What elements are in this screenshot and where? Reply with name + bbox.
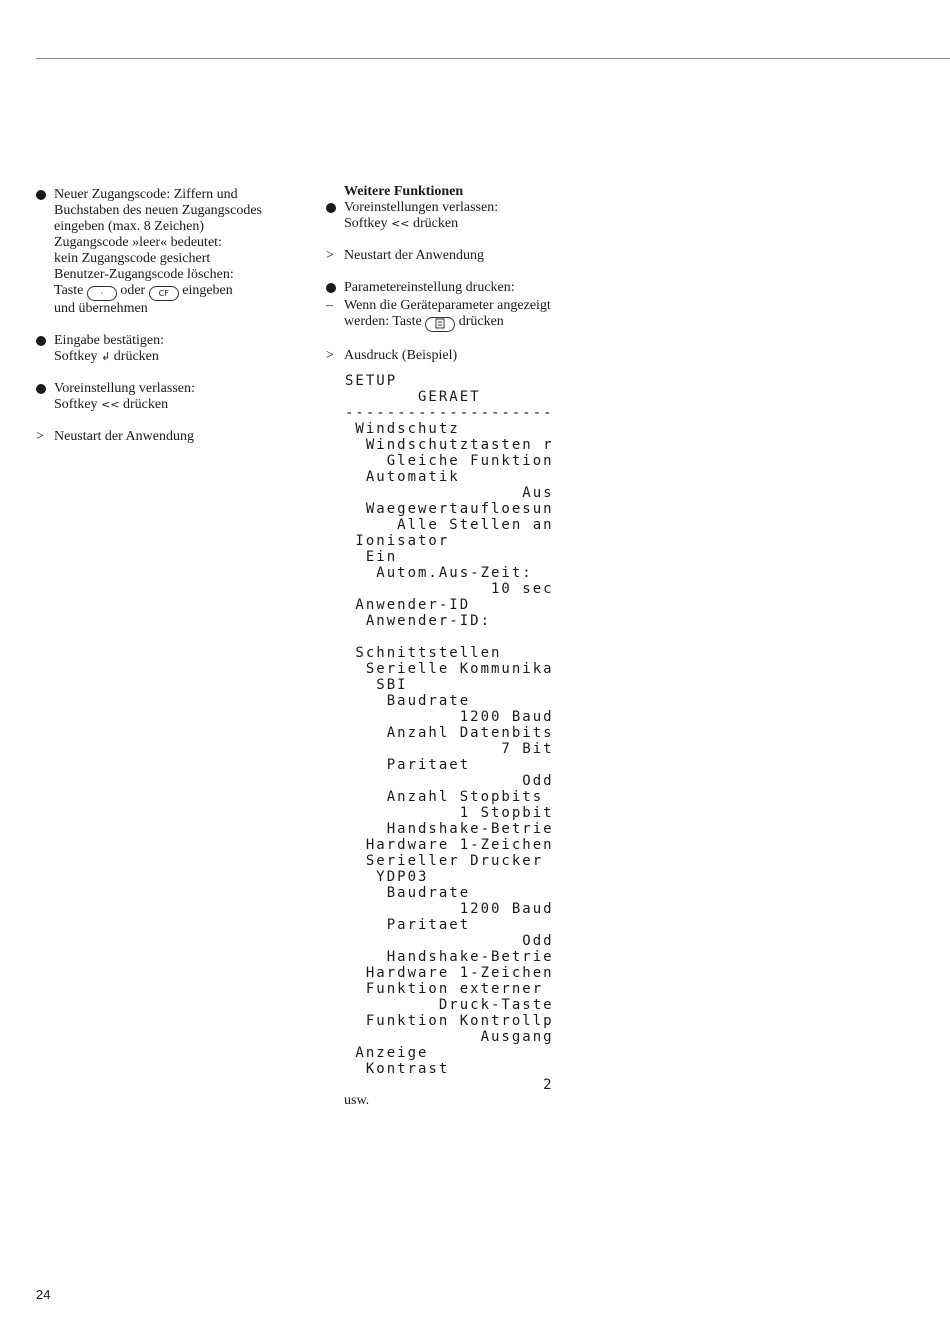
werden-label: werden: Taste [344, 314, 422, 329]
result-marker: > [326, 348, 334, 363]
left-column [36, 187, 296, 445]
eingeben-label: eingeben [182, 283, 233, 298]
result-text: Neustart der Anwendung [344, 248, 484, 263]
text-line: Voreinstellung verlassen: [54, 381, 195, 396]
page-number: 24 [36, 1287, 51, 1302]
druecken-label: drücken [458, 314, 504, 329]
text-line: Voreinstellungen verlassen: [344, 200, 499, 215]
druecken-label: drücken [113, 349, 159, 364]
text-line: Neuer Zugangscode: Ziffern und [54, 187, 238, 202]
bullet-marker [326, 280, 344, 298]
bullet-text [54, 381, 195, 413]
text-line: Buchstaben des neuen Zugangscodes [54, 203, 262, 218]
bullet-marker [36, 187, 54, 317]
text-line: und übernehmen [54, 301, 148, 316]
text-line [54, 349, 164, 365]
softkey-label: Softkey [54, 397, 98, 412]
print-key-icon [425, 317, 455, 332]
bullet-marker [326, 200, 344, 232]
softkey-label: Softkey [344, 216, 388, 231]
text-line: kein Zugangscode gesichert [54, 251, 211, 266]
enter-icon: ↲ [101, 350, 111, 363]
bullet-marker [36, 333, 54, 365]
header-rule [36, 58, 950, 59]
softkey-label: Softkey [54, 349, 98, 364]
result-marker: > [326, 248, 334, 263]
bullet-text [344, 200, 498, 232]
text-line: eingeben (max. 8 Zeichen) [54, 219, 205, 234]
result-printout [326, 348, 646, 364]
result-marker: > [36, 429, 44, 444]
druecken-label: drücken [413, 216, 459, 231]
printout-example: SETUP GERAET -------------------- Windschutz Windschutztasten r Gleiche Funktion Automatik Aus Waegewertaufloesun Alle Stellen an Ionisator Ein Autom.Aus-Zeit: 10 sec Anwender-ID Anwender-ID: Schnittstellen Serielle Kommunika SBI Baudrate 1200 Baud Anzahl Datenbits 7 Bit Paritaet Odd Anzahl Stopbits 1 Stopbit Handshake-Betrie Hardware 1-Zeichen Serieller Drucker YDP03 Baudrate 1200 Baud Paritaet Odd Handshake-Betrie Hardware 1-Zeichen Funktion externer Druck-Taste Funktion Kontrollp Ausgang Anzeige Kontrast 2 [345, 373, 554, 1093]
cf-key-icon: CF [149, 286, 179, 301]
section-heading: Weitere Funktionen [344, 184, 464, 199]
text-line: Parametereinstellung drucken: [344, 280, 515, 295]
text-line: Wenn die Geräteparameter angezeigt [344, 298, 551, 313]
text-line [54, 283, 262, 301]
text-line [344, 216, 498, 232]
bullet-marker [36, 381, 54, 413]
result-restart [326, 248, 646, 264]
etc-label: usw. [344, 1093, 370, 1108]
dash-marker: – [326, 298, 333, 313]
bullet-confirm-input [36, 333, 296, 365]
bullet-leave-preset [36, 381, 296, 413]
back-icon: << [101, 398, 120, 411]
bullet-text [54, 333, 164, 365]
text-line [54, 397, 195, 413]
taste-label: Taste [54, 283, 84, 298]
result-text: Ausdruck (Beispiel) [344, 348, 458, 363]
result-restart [36, 429, 296, 445]
oder-label: oder [120, 283, 146, 298]
bullet-new-access-code [36, 187, 296, 317]
dash-text [344, 298, 551, 332]
dot-key-icon: · [87, 286, 117, 301]
text-line: Eingabe bestätigen: [54, 333, 165, 348]
back-icon: << [391, 217, 410, 230]
dash-instruction [326, 298, 646, 332]
text-line: Zugangscode »leer« bedeutet: [54, 235, 222, 250]
bullet-leave-presets [326, 200, 646, 232]
right-column [326, 184, 646, 1109]
bullet-text [54, 187, 262, 317]
result-text: Neustart der Anwendung [54, 429, 194, 444]
text-line [344, 314, 551, 332]
bullet-print-parameters [326, 280, 646, 298]
text-line: Benutzer-Zugangscode löschen: [54, 267, 234, 282]
druecken-label: drücken [123, 397, 169, 412]
